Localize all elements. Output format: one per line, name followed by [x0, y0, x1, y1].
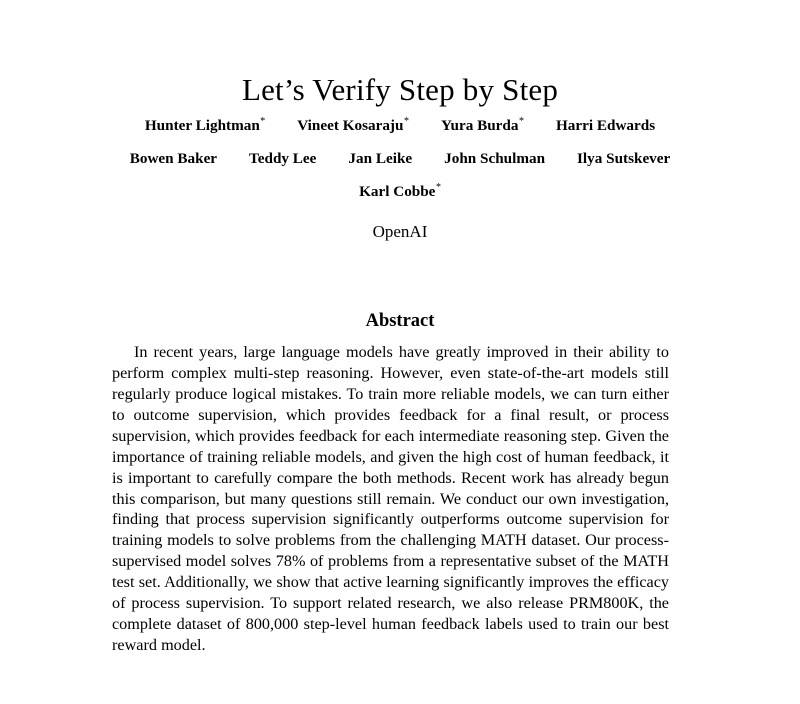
author-row [0, 151, 800, 166]
author-name-text: Jan Leike [348, 150, 413, 168]
author-name-text: Vineet Kosaraju [297, 117, 404, 134]
page-title: Let’s Verify Step by Step [241, 71, 559, 107]
author-name-text: John Schulman [444, 150, 546, 168]
affiliation: OpenAI [372, 222, 428, 241]
author-name [577, 151, 670, 166]
author-name [249, 151, 316, 166]
author-name-text: Teddy Lee [249, 150, 317, 168]
abstract-body: In recent years, large language models have greatly improved in their ability to perform complex multi-step reasoning. However, even state-of-the-art models still regularly produce logical mistakes. To train more reliable models, we can turn either to outcome supervision, which provides feedback for a final result, or process supervision, which provides feedback for each intermediate reasoning step. Given the importance of training reliable models, and given the high cost of human feedback, it is important to carefully compare the both methods. Recent work has already begun this comparison, but many questions still remain. We conduct our own investigation, finding that process supervision significantly outperforms outcome supervision for training models to solve problems from the challenging MATH dataset. Our process-supervised model solves 78% of problems from a representative subset of the MATH test set. Additionally, we show that active learning significantly improves the efficacy of process supervision. To support related research, we also release PRM800K, the complete dataset of 800,000 step-level human feedback labels used to train our best reward model. [112, 343, 669, 654]
author-name-text: Bowen Baker [129, 150, 218, 168]
author-row [0, 115, 800, 134]
author-footnote-marker: * [435, 182, 441, 194]
abstract-heading: Abstract [365, 311, 435, 332]
author-name [359, 184, 441, 199]
author-name [444, 151, 545, 166]
author-name [130, 151, 217, 166]
author-name-text: Karl Cobbe [359, 183, 436, 201]
author-footnote-marker: * [518, 115, 524, 127]
author-name-text: Hunter Lightman [144, 117, 260, 134]
author-name [348, 151, 412, 166]
author-name [297, 115, 409, 134]
author-name [144, 115, 266, 134]
author-name-text: Ilya Sutskever [577, 150, 671, 168]
author-list [0, 115, 800, 218]
author-footnote-marker: * [403, 115, 409, 127]
author-name-text: Yura Burda [440, 117, 519, 134]
author-name [440, 115, 524, 134]
author-name-text: Harri Edwards [555, 117, 656, 134]
author-name [556, 118, 655, 133]
author-row [0, 184, 800, 199]
author-footnote-marker: * [260, 115, 266, 127]
